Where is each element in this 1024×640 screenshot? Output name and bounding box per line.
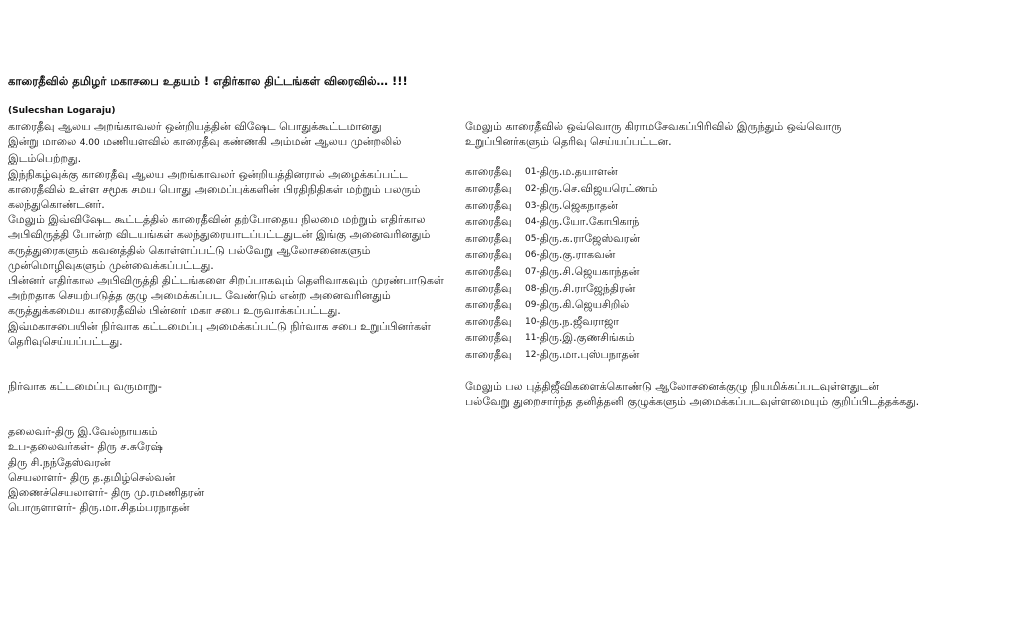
member-number: 03- [525,200,540,211]
member-name: திரு.சி.ராஜேந்திரன் [539,281,636,295]
paragraph-1 [8,119,458,167]
member-place: காரைதீவு [465,331,512,345]
meeting-time: 4.00 [79,138,100,149]
member-name: திரு.ந.ஜீவராஜா [539,314,620,328]
paragraph-1-line-3: மணியளவில் காரைதீவு கண்ணகி அம்மன் ஆலய முன்றலில் இடம்பெற்றது. [8,135,402,166]
member-row [465,247,920,264]
member-place: காரைதீவு [465,198,512,212]
member-row [465,164,920,181]
paragraph-2: இந்நிகழ்வுக்கு காரைதீவு ஆலய அறங்காவலர் ஒன்றியத்தினரால் அழைக்கப்பட்ட காரைதீவில் உள்ள சமூக சமய பொது அமைப்புக்களின் பிரதிநிதிகள் மற்றும் பலரும் கலந்துகொண்டனர். [8,167,421,212]
paragraph-1-line-1: காரைதீவு ஆலய அறங்காவலர் ஒன்றியத்தின் விஷேட பொதுக்கூட்டமானது [8,120,382,133]
member-place: காரைதீவு [465,165,512,179]
member-number: 04- [525,217,540,228]
member-place: காரைதீவு [465,298,512,312]
member-place: காரைதீவு [465,182,512,195]
member-name: திரு.யோ.கோபிகாந் [539,215,640,229]
member-name: திரு.கு.ராகவன் [539,248,616,262]
members-intro: மேலும் காரைதீவில் ஒவ்வொரு கிராமசேவகப்பிரிவில் இருந்தும் ஒவ்வொரு உறுப்பினர்களும் தெரிவு செய்யப்பட்டன. [465,120,842,149]
member-list [465,164,920,363]
article-title: காரைதீவில் தமிழர் மகாசபை உதயம் ! எதிர்கால திட்டங்கள் விரைவில்… !!! [8,74,408,88]
member-place: காரைதீவு [465,248,512,262]
member-number: 12- [525,349,540,360]
paragraph-3: மேலும் இவ்விஷேட கூட்டத்தில் காரைதீவின் தற்போதைய நிலமை மற்றும் எதிர்கால அபிவிருத்தி போன்ற விடயங்கள் கலந்துரையாடப்பட்டதுடன் இங்கு அனைவரினதும் கருத்துரைகளும் கவனத்தில் கொள்ளப்பட்டு பல்வேறு ஆலோசனைகளும் முன்மொழிவுகளும் முன்வைக்கப்பட்டது. [8,213,431,272]
member-row [465,314,920,331]
member-name: திரு.இ.குணசிங்கம் [539,331,635,345]
right-column [465,119,920,409]
member-place: காரைதீவு [465,215,512,229]
member-number: 10- [525,316,540,327]
officer-president: தலைவர்-திரு இ.வேல்நாயகம் [8,425,158,439]
member-place: காரைதீவு [465,314,512,328]
article-byline: (Sulecshan Logaraju) [8,106,116,116]
member-row [465,347,920,364]
member-row [465,281,920,298]
member-number: 05- [525,233,540,244]
paragraph-1-line-2: இன்று மாலை [8,135,77,149]
member-place: காரைதீவு [465,347,512,361]
paragraph-4: பின்னர் எதிர்கால அபிவிருத்தி திட்டங்களை சிறப்பாகவும் தெளிவாகவும் முரண்பாடுகள் அற்றதாக செயற்படுத்த குழு அமைக்கப்பட வேண்டும் என்ற அனைவரினதும் கருத்துக்கமைய காரைதீவில் பின்னர் மகா சபை உருவாக்கப்பட்டது. [8,274,444,318]
member-place: காரைதீவு [465,231,512,245]
member-row [465,181,920,198]
member-name: திரு.ம.தயாளன் [539,165,618,179]
officer-vice-president-2: திரு சி.நந்தேஸ்வரன் [8,455,111,469]
member-place: காரைதீவு [465,281,512,295]
member-row [465,214,920,231]
member-number: 07- [525,266,540,277]
officer-vice-president-1: உப-தலைவர்கள்- திரு ச.சுரேஷ் [8,440,163,454]
paragraph-5: இவ்மகாசபையின் நிர்வாக கட்டமைப்பு அமைக்கப்பட்டு நிர்வாக சபை உறுப்பினர்கள் தெரிவுசெய்யப்பட்டது. [8,319,431,348]
member-name: திரு.கி.ஜெயசிறில் [539,298,630,312]
member-name: திரு.க.ராஜேஸ்வரன் [539,231,641,245]
member-row [465,330,920,347]
closing-paragraph: மேலும் பல புத்திஜீவிகளைக்கொண்டு ஆலோசனைக்குழு நியமிக்கப்படவுள்ளதுடன் பல்வேறு துறைசார்ந்த தனித்தனி குழுக்களும் அமைக்கப்படவுள்ளமையும் குறிப்பிடத்தக்கது. [465,379,920,408]
member-number: 08- [525,283,540,294]
member-row [465,297,920,314]
member-number: 06- [525,250,540,261]
member-name: திரு.செ.விஜயரெட்ணம் [539,182,658,195]
member-number: 09- [525,300,540,311]
left-column [8,119,458,515]
member-number: 11- [525,333,540,344]
member-place: காரைதீவு [465,264,512,278]
officer-joint-secretary: இணைச்செயலாளர்- திரு மு.ரமணிதரன் [8,486,205,500]
structure-heading: நிர்வாக கட்டமைப்பு வருமாறு- [8,380,162,394]
member-number: 02- [525,184,540,194]
member-name: திரு.ஜெகநாதன் [539,198,618,212]
member-row [465,198,920,215]
member-row [465,264,920,281]
member-row [465,231,920,248]
member-name: திரு.மா.புஸ்பநாதன் [539,347,640,361]
officer-secretary: செயலாளர்- திரு த.தமிழ்செல்வன் [8,470,176,484]
member-name: திரு.சி.ஜெயகாந்தன் [539,264,640,278]
member-number: 01- [525,167,540,178]
officer-treasurer: பொருளாளர்- திரு.மா.சிதம்பரநாதன் [8,501,190,515]
